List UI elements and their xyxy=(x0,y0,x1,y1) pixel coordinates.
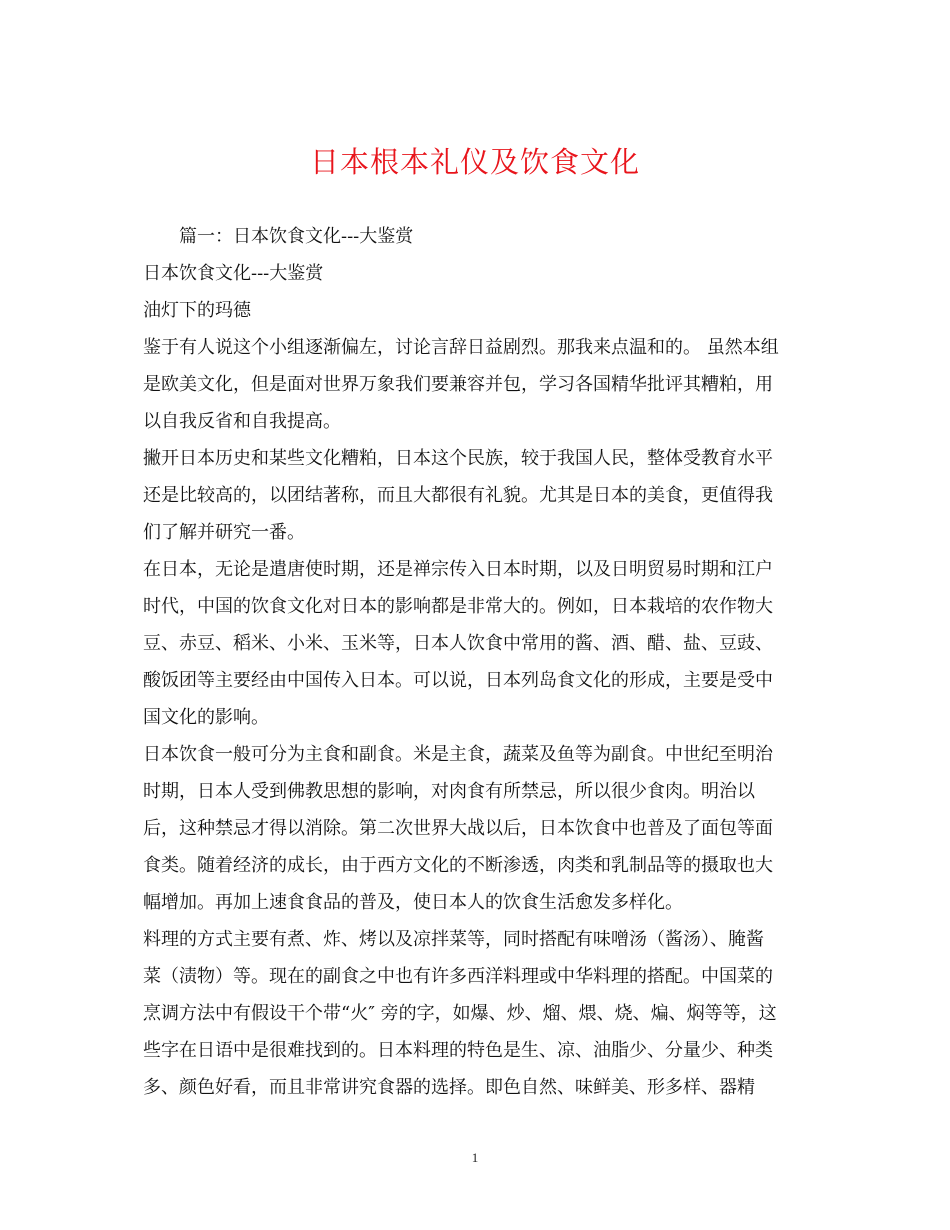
text-line: 是欧美文化，但是面对世界万象我们要兼容并包，学习各国精华批评其糟粕，用 xyxy=(143,374,773,395)
text-line: 食类。随着经济的成长，由于西方文化的不断渗透，肉类和乳制品等的摄取也大 xyxy=(143,855,773,876)
text-line: 日本饮食一般可分为主食和副食。米是主食，蔬菜及鱼等为副食。中世纪至明治 xyxy=(143,744,773,765)
text-line: 时期，日本人受到佛教思想的影响，对肉食有所禁忌，所以很少食肉。明治以 xyxy=(143,781,755,802)
text-line: 后，这种禁忌才得以消除。第二次世界大战以后，日本饮食中也普及了面包等面 xyxy=(143,818,773,839)
text-line: 鉴于有人说这个小组逐渐偏左，讨论言辞日益剧烈。那我来点温和的。 虽然本组 xyxy=(143,337,779,358)
text-line: 些字在日语中是很难找到的。日本料理的特色是生、凉、油脂少、分量少、种类 xyxy=(143,1040,773,1061)
text-line: 烹调方法中有假设干个带“火″ 旁的字，如爆、炒、熘、煨、烧、煸、焖等等，这 xyxy=(143,1003,777,1024)
text-line: 时代，中国的饮食文化对日本的影响都是非常大的。例如，日本栽培的农作物大 xyxy=(143,596,773,617)
text-line: 日本饮食文化---大鉴赏 xyxy=(143,263,324,284)
text-line: 还是比较高的，以团结著称，而且大都很有礼貌。尤其是日本的美食，更值得我 xyxy=(143,485,773,506)
page-number: 1 xyxy=(471,1150,479,1165)
text-line: 酸饭团等主要经由中国传入日本。可以说，日本列岛食文化的形成，主要是受中 xyxy=(143,670,773,691)
text-line: 幅增加。再加上速食食品的普及，使日本人的饮食生活愈发多样化。 xyxy=(143,892,683,913)
text-line: 以自我反省和自我提高。 xyxy=(143,411,341,432)
text-line: 多、颜色好看，而且非常讲究食器的选择。即色自然、味鲜美、形多样、器精 xyxy=(143,1077,755,1098)
body-text xyxy=(143,218,811,1106)
text-line: 国文化的影响。 xyxy=(143,707,269,728)
text-line: 在日本，无论是遣唐使时期，还是禅宗传入日本时期，以及日明贸易时期和江户 xyxy=(143,559,773,580)
text-line: 篇一：日本饮食文化---大鉴赏 xyxy=(179,226,414,247)
text-line: 菜（渍物）等。现在的副食之中也有许多西洋料理或中华料理的搭配。中国菜的 xyxy=(143,966,773,987)
text-line: 们了解并研究一番。 xyxy=(143,522,305,543)
text-line: 撇开日本历史和某些文化糟粕，日本这个民族，较于我国人民，整体受教育水平 xyxy=(143,448,773,469)
page-title: 日本根本礼仪及饮食文化 xyxy=(309,145,640,179)
text-line: 料理的方式主要有煮、炸、烤以及凉拌菜等，同时搭配有味噌汤（酱汤）、腌酱 xyxy=(143,929,764,950)
text-line: 油灯下的玛德 xyxy=(143,300,251,321)
text-line: 豆、赤豆、稻米、小米、玉米等，日本人饮食中常用的酱、酒、醋、盐、豆豉、 xyxy=(143,633,773,654)
